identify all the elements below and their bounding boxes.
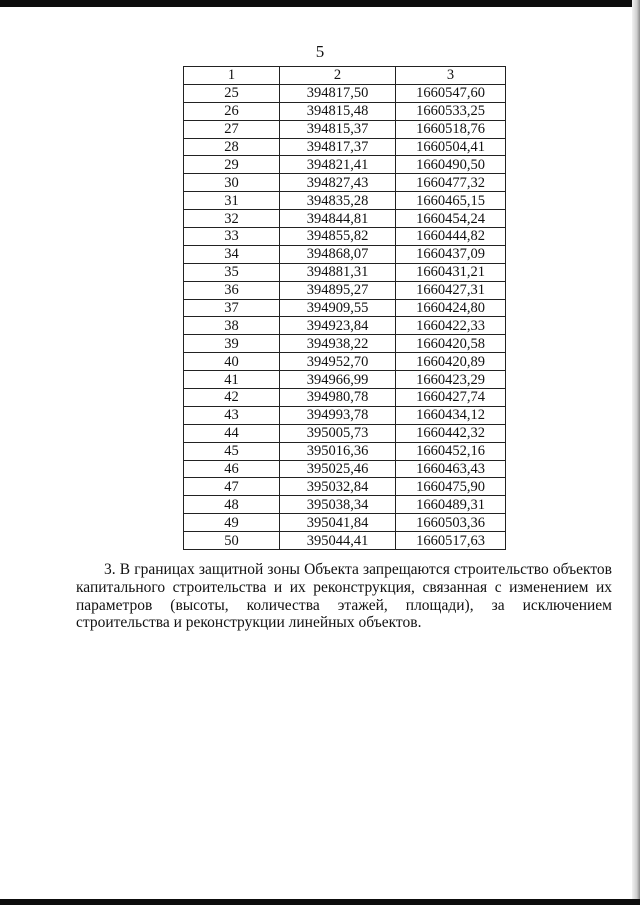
table-row xyxy=(184,371,506,389)
x-coordinate-cell: 394835,28 xyxy=(280,192,396,210)
y-coordinate-cell: 1660434,12 xyxy=(396,406,506,424)
table-row xyxy=(184,210,506,228)
table-row xyxy=(184,496,506,514)
table-row xyxy=(184,514,506,532)
y-coordinate-cell: 1660423,29 xyxy=(396,371,506,389)
y-coordinate-cell: 1660503,36 xyxy=(396,514,506,532)
coordinates-table xyxy=(183,66,506,550)
table-row xyxy=(184,120,506,138)
x-coordinate-cell: 395005,73 xyxy=(280,424,396,442)
x-coordinate-cell: 394980,78 xyxy=(280,389,396,407)
y-coordinate-cell: 1660533,25 xyxy=(396,102,506,120)
y-coordinate-cell: 1660442,32 xyxy=(396,424,506,442)
point-number-cell: 42 xyxy=(184,389,280,407)
x-coordinate-cell: 395041,84 xyxy=(280,514,396,532)
point-number-cell: 29 xyxy=(184,156,280,174)
scan-border-bottom xyxy=(0,899,640,905)
y-coordinate-cell: 1660477,32 xyxy=(396,174,506,192)
x-coordinate-cell: 394821,41 xyxy=(280,156,396,174)
x-coordinate-cell: 395044,41 xyxy=(280,532,396,550)
point-number-cell: 43 xyxy=(184,406,280,424)
x-coordinate-cell: 394952,70 xyxy=(280,353,396,371)
point-number-cell: 36 xyxy=(184,281,280,299)
point-number-cell: 41 xyxy=(184,371,280,389)
x-coordinate-cell: 394923,84 xyxy=(280,317,396,335)
x-coordinate-cell: 395038,34 xyxy=(280,496,396,514)
y-coordinate-cell: 1660420,89 xyxy=(396,353,506,371)
scan-border-right xyxy=(632,0,640,905)
table-row xyxy=(184,102,506,120)
x-coordinate-cell: 394817,37 xyxy=(280,138,396,156)
x-coordinate-cell: 395016,36 xyxy=(280,442,396,460)
table-body xyxy=(184,84,506,549)
x-coordinate-cell: 394827,43 xyxy=(280,174,396,192)
table-row xyxy=(184,138,506,156)
table-row xyxy=(184,281,506,299)
table-row xyxy=(184,317,506,335)
y-coordinate-cell: 1660547,60 xyxy=(396,84,506,102)
table-row xyxy=(184,84,506,102)
y-coordinate-cell: 1660489,31 xyxy=(396,496,506,514)
table-header-row xyxy=(184,67,506,85)
x-coordinate-cell: 394881,31 xyxy=(280,263,396,281)
point-number-cell: 31 xyxy=(184,192,280,210)
x-coordinate-cell: 394909,55 xyxy=(280,299,396,317)
x-coordinate-cell: 394815,48 xyxy=(280,102,396,120)
x-coordinate-cell: 394938,22 xyxy=(280,335,396,353)
point-number-cell: 47 xyxy=(184,478,280,496)
header-cell-point: 1 xyxy=(184,67,280,85)
x-coordinate-cell: 394895,27 xyxy=(280,281,396,299)
y-coordinate-cell: 1660427,31 xyxy=(396,281,506,299)
table-row xyxy=(184,228,506,246)
table-row xyxy=(184,478,506,496)
x-coordinate-cell: 394966,99 xyxy=(280,371,396,389)
y-coordinate-cell: 1660454,24 xyxy=(396,210,506,228)
x-coordinate-cell: 394815,37 xyxy=(280,120,396,138)
y-coordinate-cell: 1660420,58 xyxy=(396,335,506,353)
y-coordinate-cell: 1660465,15 xyxy=(396,192,506,210)
x-coordinate-cell: 394855,82 xyxy=(280,228,396,246)
x-coordinate-cell: 394817,50 xyxy=(280,84,396,102)
y-coordinate-cell: 1660518,76 xyxy=(396,120,506,138)
point-number-cell: 27 xyxy=(184,120,280,138)
restriction-paragraph: 3. В границах защитной зоны Объекта запрещаются строительство объектов капитального строительства и их реконструкция, связанная с изменением их параметров (высоты, количества этажей, площади), за исключением строительства и реконструкции линейных объектов. xyxy=(76,561,612,632)
point-number-cell: 46 xyxy=(184,460,280,478)
y-coordinate-cell: 1660490,50 xyxy=(396,156,506,174)
x-coordinate-cell: 394844,81 xyxy=(280,210,396,228)
point-number-cell: 28 xyxy=(184,138,280,156)
table-row xyxy=(184,424,506,442)
x-coordinate-cell: 394993,78 xyxy=(280,406,396,424)
table-row xyxy=(184,389,506,407)
point-number-cell: 26 xyxy=(184,102,280,120)
point-number-cell: 35 xyxy=(184,263,280,281)
y-coordinate-cell: 1660452,16 xyxy=(396,442,506,460)
scan-border-top xyxy=(0,0,640,7)
y-coordinate-cell: 1660431,21 xyxy=(396,263,506,281)
table-row xyxy=(184,442,506,460)
point-number-cell: 37 xyxy=(184,299,280,317)
x-coordinate-cell: 395025,46 xyxy=(280,460,396,478)
table-row xyxy=(184,335,506,353)
page-number: 5 xyxy=(315,42,325,61)
y-coordinate-cell: 1660437,09 xyxy=(396,245,506,263)
y-coordinate-cell: 1660517,63 xyxy=(396,532,506,550)
point-number-cell: 40 xyxy=(184,353,280,371)
y-coordinate-cell: 1660424,80 xyxy=(396,299,506,317)
y-coordinate-cell: 1660475,90 xyxy=(396,478,506,496)
point-number-cell: 48 xyxy=(184,496,280,514)
point-number-cell: 30 xyxy=(184,174,280,192)
table-row xyxy=(184,406,506,424)
table-row xyxy=(184,299,506,317)
table-row xyxy=(184,460,506,478)
table-row xyxy=(184,263,506,281)
point-number-cell: 33 xyxy=(184,228,280,246)
point-number-cell: 49 xyxy=(184,514,280,532)
point-number-cell: 25 xyxy=(184,84,280,102)
table-row xyxy=(184,192,506,210)
x-coordinate-cell: 395032,84 xyxy=(280,478,396,496)
header-cell-x: 2 xyxy=(280,67,396,85)
point-number-cell: 39 xyxy=(184,335,280,353)
header-cell-y: 3 xyxy=(396,67,506,85)
table-row xyxy=(184,353,506,371)
y-coordinate-cell: 1660427,74 xyxy=(396,389,506,407)
point-number-cell: 32 xyxy=(184,210,280,228)
x-coordinate-cell: 394868,07 xyxy=(280,245,396,263)
table-row xyxy=(184,245,506,263)
y-coordinate-cell: 1660504,41 xyxy=(396,138,506,156)
point-number-cell: 50 xyxy=(184,532,280,550)
point-number-cell: 34 xyxy=(184,245,280,263)
y-coordinate-cell: 1660444,82 xyxy=(396,228,506,246)
point-number-cell: 45 xyxy=(184,442,280,460)
table-row xyxy=(184,156,506,174)
point-number-cell: 44 xyxy=(184,424,280,442)
table-row xyxy=(184,532,506,550)
point-number-cell: 38 xyxy=(184,317,280,335)
y-coordinate-cell: 1660422,33 xyxy=(396,317,506,335)
y-coordinate-cell: 1660463,43 xyxy=(396,460,506,478)
table-row xyxy=(184,174,506,192)
